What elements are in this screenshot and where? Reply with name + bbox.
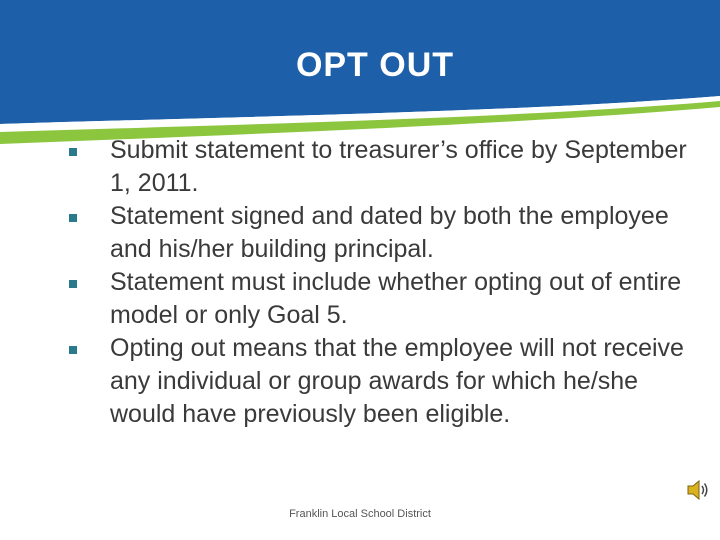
bullet-item: [16, 200, 696, 266]
square-bullet-icon: [69, 214, 77, 222]
bullet-text: Opting out means that the employee will not receive any individual or group awards for which he/she would have previously been eligible.: [110, 334, 684, 428]
square-bullet-icon: [69, 346, 77, 354]
slide-title: OPT OUT: [295, 46, 455, 84]
bullet-list: [16, 134, 696, 431]
bullet-item: [16, 332, 696, 431]
bullet-text: Statement must include whether opting out of entire model or only Goal 5.: [110, 268, 682, 329]
bullet-text: Submit statement to treasurer’s office by September 1, 2011.: [110, 136, 687, 197]
square-bullet-icon: [69, 280, 77, 288]
slide-header: [0, 0, 720, 150]
slide-footer: Franklin Local School District: [289, 508, 431, 520]
bullet-text: Statement signed and dated by both the employee and his/her building principal.: [110, 202, 669, 263]
bullet-item: [16, 134, 696, 200]
speaker-icon[interactable]: [686, 478, 712, 502]
square-bullet-icon: [69, 148, 77, 156]
bullet-item: [16, 266, 696, 332]
